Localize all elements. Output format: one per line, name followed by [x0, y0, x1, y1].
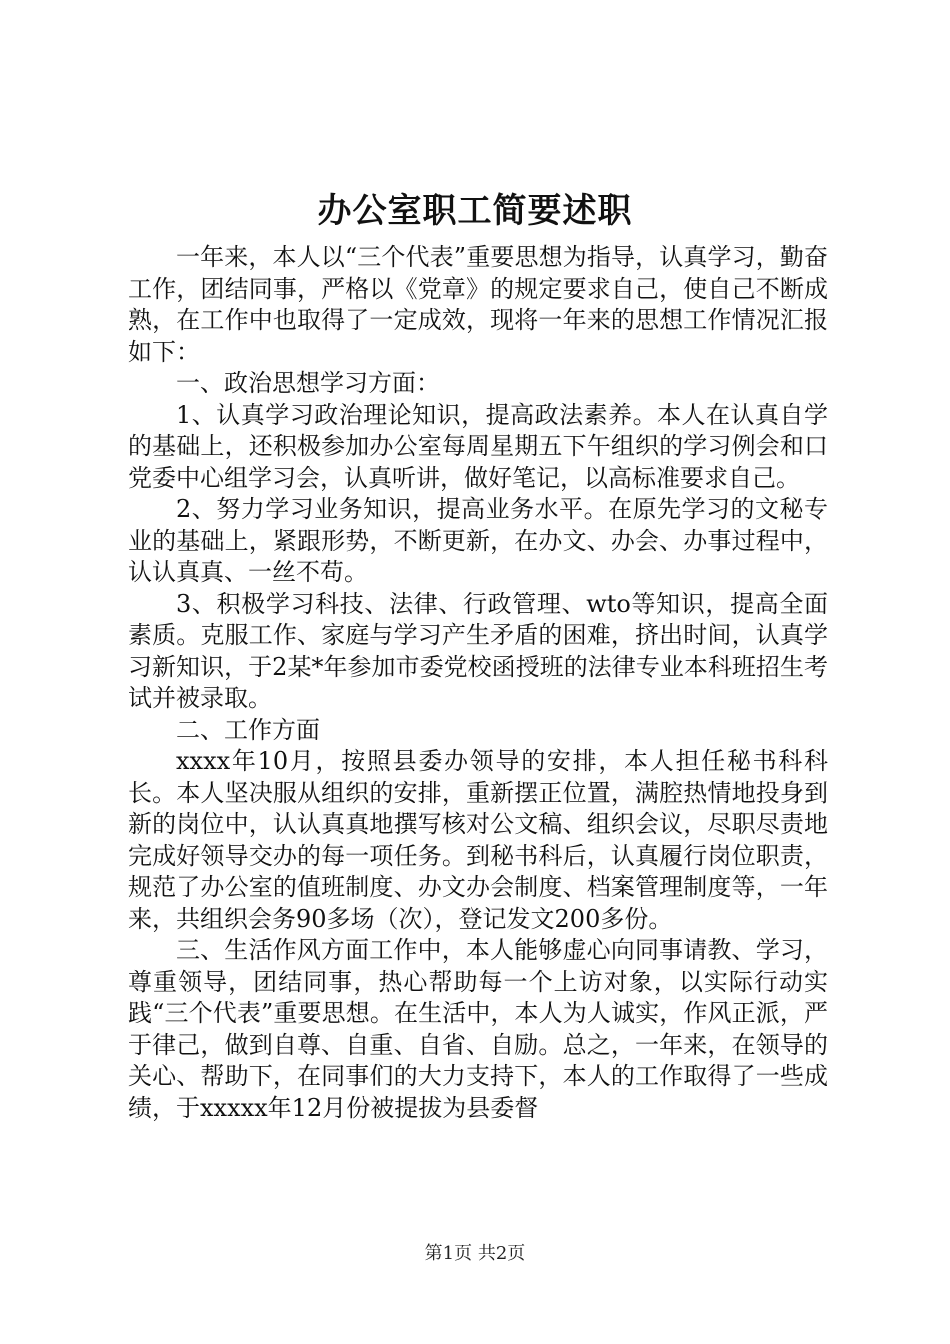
- heading-political-study: 一、政治思想学习方面：: [176, 369, 440, 397]
- paragraph-business-knowledge: 2、努力学习业务知识，提高业务水平。在原先学习的文秘专业的基础上，紧跟形势，不断更新，在办文、办会、办事过程中，认认真真、一丝不苟。: [128, 495, 828, 586]
- document-title: 办公室职工简要述职: [317, 191, 633, 231]
- heading-work: 二、工作方面: [176, 715, 320, 744]
- page-number-footer: 第1页 共2页: [424, 1243, 526, 1264]
- paragraph-life-style: 三、生活作风方面工作中，本人能够虚心向同事请教、学习，尊重领导，团结同事，热心帮助每一个上访对象，以实际行动实践“三个代表”重要思想。在生活中，本人为人诚实，作风正派，严于律己，做到自尊、自重、自省、自励。总之，一年来，在领导的关心、帮助下，在同事们的大力支持下，本人的工作取得了一些成绩，于xxxxx年12月份被提拔为县委督: [128, 936, 828, 1122]
- paragraph-intro: 一年来，本人以“三个代表”重要思想为指导，认真学习，勤奋工作，团结同事，严格以《党章》的规定要求自己，使自己不断成熟，在工作中也取得了一定成效，现将一年来的思想工作情况汇报如下：: [128, 243, 828, 366]
- paragraph-science-law: 3、积极学习科技、法律、行政管理、wto等知识，提高全面素质。克服工作、家庭与学习产生矛盾的困难，挤出时间，认真学习新知识，于2某*年参加市委党校函授班的法律专业本科班招生考试并被录取。: [128, 589, 828, 712]
- paragraph-work: xxxx年10月，按照县委办领导的安排，本人担任秘书科科长。本人坚决服从组织的安排，重新摆正位置，满腔热情地投身到新的岗位中，认认真真地撰写核对公文稿、组织会议，尽职尽责地完成好领导交办的每一项任务。到秘书科后，认真履行岗位职责，规范了办公室的值班制度、办文办会制度、档案管理制度等，一年来，共组织会务90多场（次），登记发文200多份。: [128, 747, 828, 933]
- paragraph-political-theory: 1、认真学习政治理论知识，提高政法素养。本人在认真自学的基础上，还积极参加办公室每周星期五下午组织的学习例会和口党委中心组学习会，认真听讲，做好笔记，以高标准要求自己。: [128, 400, 828, 492]
- document-body: [128, 242, 828, 1124]
